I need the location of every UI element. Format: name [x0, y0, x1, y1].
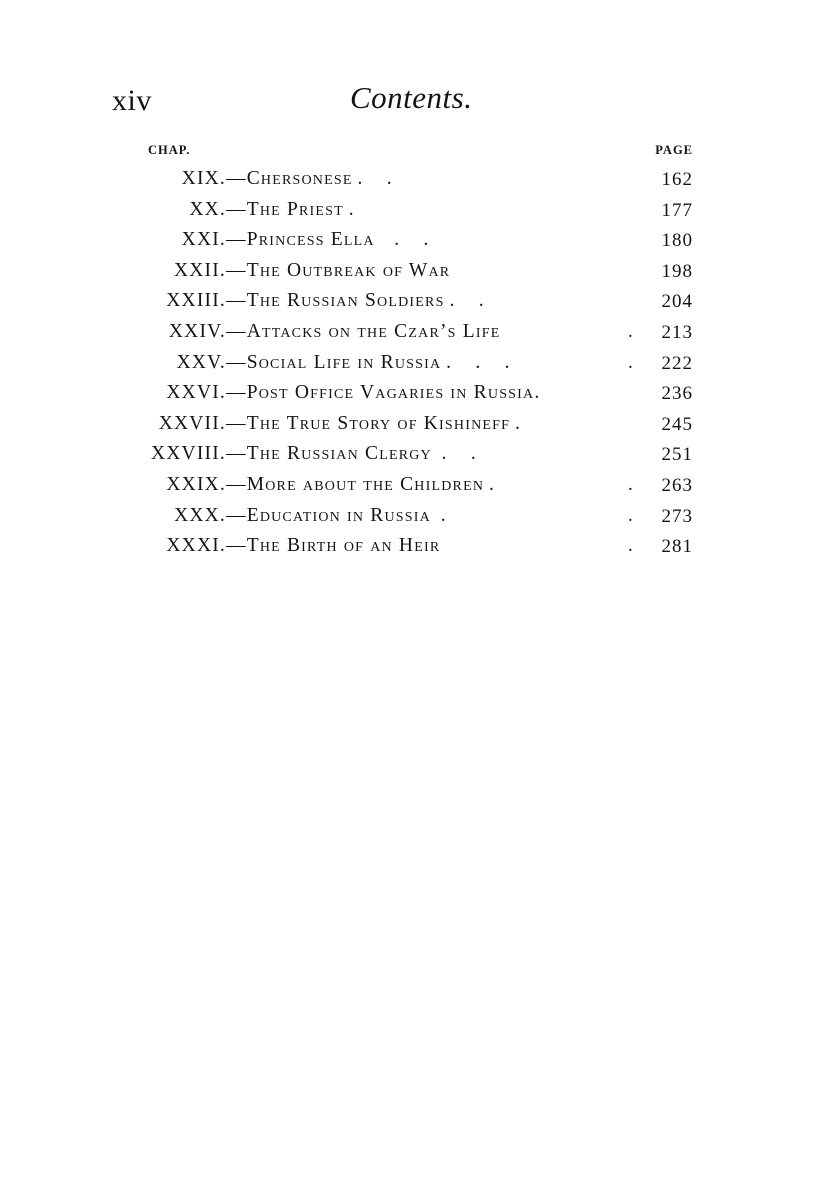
chapter-numeral: XXIII.: [166, 290, 226, 311]
chapter-title: Post Office Vagaries in Russia: [246, 382, 535, 403]
toc-entry: [0, 474, 840, 504]
chapter-numeral: XXXI.: [166, 535, 226, 556]
chapter-title-line: [226, 505, 446, 527]
toc-entry: [0, 535, 840, 565]
chapter-numeral: XXII.: [173, 260, 226, 281]
toc-entry: [0, 290, 840, 320]
running-head: [112, 80, 712, 120]
chapter-title-line: [226, 443, 476, 465]
chapter-numeral: XIX.: [181, 168, 226, 189]
dot-leader: .: [343, 199, 354, 220]
toc-entry: [0, 352, 840, 382]
em-dash: —: [226, 443, 247, 464]
em-dash: —: [226, 199, 247, 220]
chapter-title: The Russian Clergy: [246, 443, 432, 464]
chapter-title: The Priest: [246, 199, 344, 220]
em-dash: —: [226, 535, 247, 556]
dot-leader: . . .: [441, 352, 510, 373]
em-dash: —: [226, 413, 247, 434]
chapter-title: More about the Children: [246, 474, 485, 495]
dot-leader: . .: [352, 168, 392, 189]
chapter-title: The Outbreak of War: [246, 260, 451, 281]
chapter-title-line: [226, 474, 494, 496]
em-dash: —: [226, 168, 247, 189]
em-dash: —: [226, 352, 247, 373]
chapter-title-line: [226, 535, 440, 557]
page-ref: 263: [661, 475, 693, 496]
page-number: xiv: [112, 84, 152, 117]
page-ref: 213: [661, 322, 693, 343]
dot-leader: . .: [374, 229, 429, 250]
em-dash: —: [226, 229, 247, 250]
chapter-numeral: XXI.: [181, 229, 226, 250]
toc-entry: [0, 168, 840, 198]
chapter-numeral: XXX.: [174, 505, 226, 526]
page-ref: 251: [661, 444, 693, 465]
em-dash: —: [226, 474, 247, 495]
chapter-title: The True Story of Kishineff: [246, 413, 511, 434]
chapter-title: The Russian Soldiers: [246, 290, 445, 311]
dot-leader: . .: [444, 290, 484, 311]
dot-leader: .: [534, 382, 540, 403]
page-ref: 180: [661, 230, 693, 251]
toc-entry: [0, 229, 840, 259]
chapter-title: Attacks on the Czar’s Life: [246, 321, 501, 342]
chapter-title: Princess Ella: [246, 229, 375, 250]
chapter-numeral: XXVIII.: [150, 443, 226, 464]
chapter-numeral: XX.: [189, 199, 226, 220]
em-dash: —: [226, 260, 247, 281]
page-ref: 177: [661, 200, 693, 221]
toc-entry: [0, 199, 840, 229]
chapter-title-line: [226, 321, 500, 343]
dot-leader: . .: [431, 443, 476, 464]
page-leader-dot: .: [628, 352, 634, 373]
chapter-numeral: XXV.: [176, 352, 226, 373]
page-ref: 162: [661, 169, 693, 190]
chapter-numeral: XXVII.: [158, 413, 226, 434]
chapter-title-line: [226, 290, 484, 312]
page-ref: 204: [661, 291, 693, 312]
page-ref: 273: [661, 506, 693, 527]
chapter-title-line: [226, 199, 354, 221]
page-ref: 236: [661, 383, 693, 404]
em-dash: —: [226, 382, 247, 403]
em-dash: —: [226, 290, 247, 311]
page-ref: 198: [661, 261, 693, 282]
toc-entry: [0, 505, 840, 535]
toc-entry: [0, 260, 840, 290]
chapter-numeral: XXIV.: [168, 321, 226, 342]
toc-entry: [0, 413, 840, 443]
page-ref: 245: [661, 414, 693, 435]
chapter-title-line: [226, 260, 450, 282]
toc-entry: [0, 443, 840, 473]
page-leader-dot: .: [628, 505, 634, 526]
chapter-title-line: [226, 168, 392, 190]
page-leader-dot: .: [628, 474, 634, 495]
chapter-title-line: [226, 229, 428, 251]
running-title: Contents.: [350, 80, 473, 115]
page-ref: 281: [661, 536, 693, 557]
chapter-title: Chersonese: [246, 168, 353, 189]
chapter-numeral: XXIX.: [166, 474, 226, 495]
page-leader-dot: .: [628, 321, 634, 342]
chapter-title: The Birth of an Heir: [246, 535, 441, 556]
page-column-label: PAGE: [655, 143, 693, 157]
toc-entry: [0, 321, 840, 351]
em-dash: —: [226, 505, 247, 526]
chapter-numeral: XXVI.: [166, 382, 226, 403]
em-dash: —: [226, 321, 247, 342]
chapter-column-label: CHAP.: [148, 143, 191, 157]
chapter-title-line: [226, 413, 520, 435]
dot-leader: .: [510, 413, 520, 434]
chapter-title-line: [226, 352, 510, 374]
chapter-title: Social Life in Russia: [246, 352, 442, 373]
dot-leader: .: [484, 474, 494, 495]
toc-entry: [0, 382, 840, 412]
page-leader-dot: .: [628, 535, 634, 556]
dot-leader: .: [430, 505, 446, 526]
chapter-title: Education in Russia: [246, 505, 431, 526]
chapter-title-line: [226, 382, 539, 404]
page-ref: 222: [661, 353, 693, 374]
